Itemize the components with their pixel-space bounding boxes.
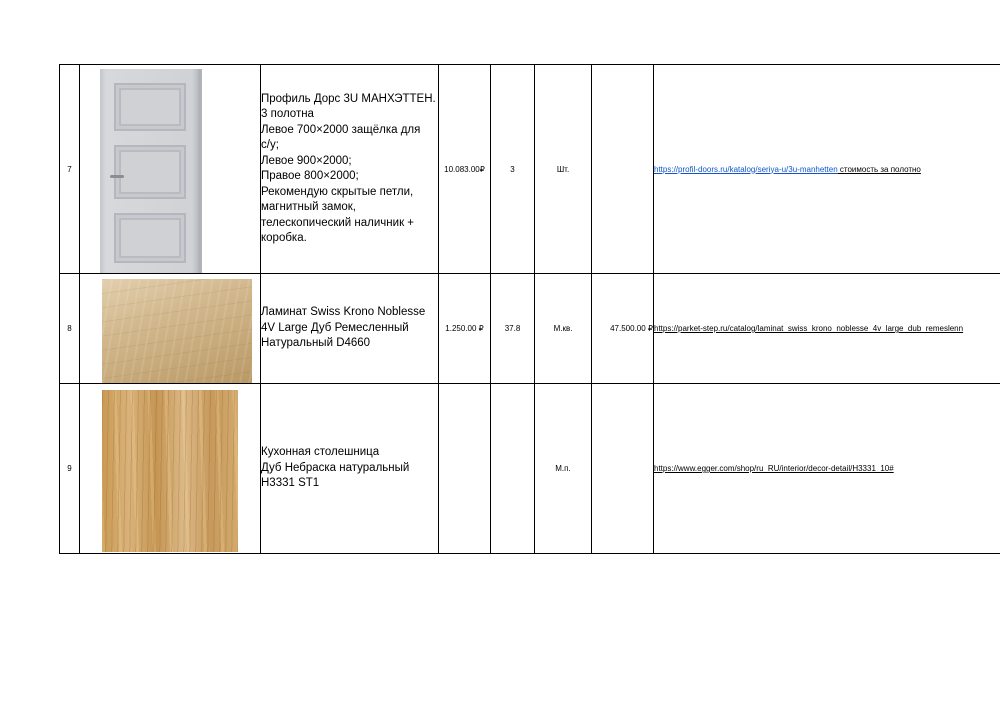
table-row	[60, 65, 1000, 274]
door-image	[100, 69, 198, 273]
link-note: стоимость за полотно	[837, 164, 921, 174]
name-line: H3331 ST1	[261, 477, 320, 490]
link-cell	[654, 65, 1000, 274]
unit: Шт.	[535, 65, 592, 274]
name-line: Левое 700×2000 защёлка для	[261, 123, 421, 136]
name-line: 3 полотна	[261, 108, 314, 120]
door-image-cell	[80, 65, 261, 274]
product-link[interactable]: https://parket-step.ru/catalog/laminat_swiss_krono_noblesse_4v_large_dub_remeslenn	[654, 324, 964, 333]
quantity: 3	[491, 65, 535, 274]
specification-table	[59, 64, 1000, 554]
name-line: Дуб Небраска натуральный	[261, 461, 410, 474]
name-line: Ламинат Swiss Krono Noblesse	[261, 306, 426, 319]
name-line: Натуральный D4660	[261, 337, 371, 350]
total-sum	[592, 384, 654, 554]
countertop-image	[102, 390, 238, 552]
laminate-image-cell	[80, 274, 261, 384]
door-handle-icon	[110, 175, 124, 178]
name-line: Правое 800×2000;	[261, 170, 359, 182]
link-cell	[654, 384, 1000, 554]
unit: М.кв.	[535, 274, 592, 384]
name-line: телескопический наличник +	[261, 216, 415, 229]
quantity: 37.8	[491, 274, 535, 384]
unit-price: 1.250.00 ₽	[439, 274, 491, 384]
table-row	[60, 274, 1000, 384]
product-name	[261, 384, 439, 554]
laminate-image	[102, 279, 252, 383]
name-line: Кухонная столешница	[261, 446, 380, 459]
product-link[interactable]: https://profil-doors.ru/katalog/seriya-u/3u-manhetten	[654, 164, 838, 174]
name-line: с/у;	[261, 139, 279, 151]
product-link[interactable]: https://www.egger.com/shop/ru_RU/interior/decor-detail/H3331_10#	[654, 464, 894, 473]
total-sum	[592, 65, 654, 274]
table-row	[60, 384, 1000, 554]
unit: М.п.	[535, 384, 592, 554]
row-number: 8	[60, 274, 80, 384]
name-line: коробка.	[261, 232, 307, 244]
row-number: 7	[60, 65, 80, 274]
name-line: Профиль Дорс 3U МАНХЭТТЕН.	[261, 92, 436, 105]
link-cell	[654, 274, 1000, 384]
name-line: Рекомендую скрытые петли,	[261, 185, 414, 198]
name-line: Левое 900×2000;	[261, 154, 352, 167]
name-line: 4V Large Дуб Ремесленный	[261, 321, 409, 334]
product-name	[261, 274, 439, 384]
product-name	[261, 65, 439, 274]
unit-price: 10.083.00₽	[439, 65, 491, 274]
name-line: магнитный замок,	[261, 201, 356, 213]
row-number: 9	[60, 384, 80, 554]
countertop-image-cell	[80, 384, 261, 554]
quantity	[491, 384, 535, 554]
unit-price	[439, 384, 491, 554]
total-sum: 47.500.00 ₽	[592, 274, 654, 384]
